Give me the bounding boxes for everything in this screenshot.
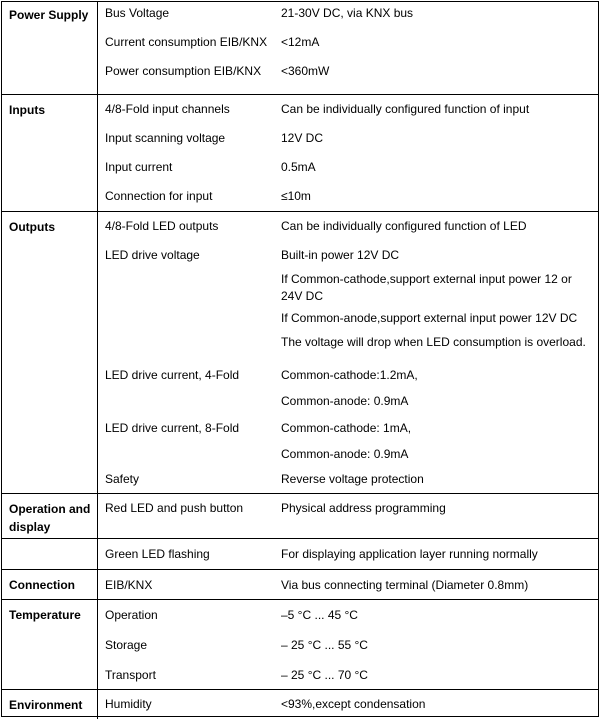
param-label: Safety xyxy=(105,472,140,486)
param-label: Humidity xyxy=(105,697,152,711)
value-cell xyxy=(281,420,592,472)
section-temperature xyxy=(2,599,598,690)
value-text: <360mW xyxy=(281,64,330,78)
value-cell xyxy=(281,607,592,624)
value-text: Can be individually configured function of input xyxy=(281,102,530,116)
value-text: – 25 °C ... 70 °C xyxy=(281,668,368,682)
value-text: ≤10m xyxy=(281,189,311,203)
param-label: LED drive current, 4-Fold xyxy=(105,368,240,382)
value-text: Reverse voltage protection xyxy=(281,472,424,486)
category-label: Outputs xyxy=(2,212,98,494)
param-label: Connection for input xyxy=(105,189,213,203)
section-power-supply xyxy=(2,2,598,94)
value-cell xyxy=(281,34,592,51)
value-text: If Common-cathode,support external input power 12 or 24V DC xyxy=(281,272,572,303)
value-text: Physical address programming xyxy=(281,501,446,515)
category-label: Environment xyxy=(2,690,98,719)
section-connection xyxy=(2,569,598,600)
param-label: Power consumption EIB/KNX xyxy=(105,64,262,78)
section-outputs xyxy=(2,211,598,494)
param-label: 4/8-Fold LED outputs xyxy=(105,219,219,233)
param-label: Transport xyxy=(105,668,156,682)
param-label: Input scanning voltage xyxy=(105,131,226,145)
value-text: 21-30V DC, via KNX bus xyxy=(281,6,414,20)
param-label: LED drive current, 8-Fold xyxy=(105,421,240,435)
value-text: – 25 °C ... 55 °C xyxy=(281,638,368,652)
param-label: 4/8-Fold input channels xyxy=(105,102,230,116)
value-cell xyxy=(281,5,592,22)
value-cell xyxy=(281,63,592,80)
category-label: Temperature xyxy=(2,600,98,690)
value-text: If Common-anode,support external input power 12V DC xyxy=(281,311,578,325)
value-text: –5 °C ... 45 °C xyxy=(281,608,358,622)
value-text: <12mA xyxy=(281,35,320,49)
section-operation-and-display xyxy=(2,493,598,539)
value-text: Common-cathode:1.2mA, xyxy=(281,368,418,382)
section-environment xyxy=(2,689,598,719)
value-text: <93%,except condensation xyxy=(281,697,426,711)
section-inputs xyxy=(2,94,598,212)
value-text: Common-cathode: 1mA, xyxy=(281,421,412,435)
value-cell xyxy=(281,101,592,118)
value-text: For displaying application layer running normally xyxy=(281,547,538,561)
category-label: Connection xyxy=(2,570,98,600)
param-label: Storage xyxy=(105,638,148,652)
value-text: Via bus connecting terminal (Diameter 0.8mm) xyxy=(281,578,529,592)
value-text: The voltage will drop when LED consumption is overload. xyxy=(281,335,586,349)
value-cell xyxy=(281,500,592,517)
value-cell xyxy=(281,577,592,594)
value-text: Built-in power 12V DC xyxy=(281,248,400,262)
param-label: Red LED and push button xyxy=(105,501,244,515)
param-label: Operation xyxy=(105,608,158,622)
section-operation-continued xyxy=(2,538,598,570)
param-label: LED drive voltage xyxy=(105,248,200,262)
value-text: 12V DC xyxy=(281,131,324,145)
param-label: Bus Voltage xyxy=(105,6,170,20)
value-cell xyxy=(281,637,592,654)
category-label: Power Supply xyxy=(2,2,98,94)
category-label: Inputs xyxy=(2,95,98,212)
value-text: Can be individually configured function of LED xyxy=(281,219,527,233)
value-cell xyxy=(281,546,592,563)
param-label: EIB/KNX xyxy=(105,578,153,592)
value-cell xyxy=(281,471,592,488)
value-cell xyxy=(281,218,592,235)
category-label xyxy=(2,539,98,570)
param-label: Input current xyxy=(105,160,173,174)
value-text: Common-anode: 0.9mA xyxy=(281,394,409,408)
param-label: Green LED flashing xyxy=(105,547,210,561)
category-label: Operation and display xyxy=(2,494,98,539)
value-cell xyxy=(281,247,592,358)
value-cell xyxy=(281,696,592,713)
value-text: 0.5mA xyxy=(281,160,316,174)
value-cell xyxy=(281,159,592,176)
param-label: Current consumption EIB/KNX xyxy=(105,35,268,49)
spec-table xyxy=(1,1,599,717)
value-text: Common-anode: 0.9mA xyxy=(281,447,409,461)
value-cell xyxy=(281,367,592,419)
value-cell xyxy=(281,130,592,147)
value-cell xyxy=(281,188,592,205)
value-cell xyxy=(281,667,592,684)
